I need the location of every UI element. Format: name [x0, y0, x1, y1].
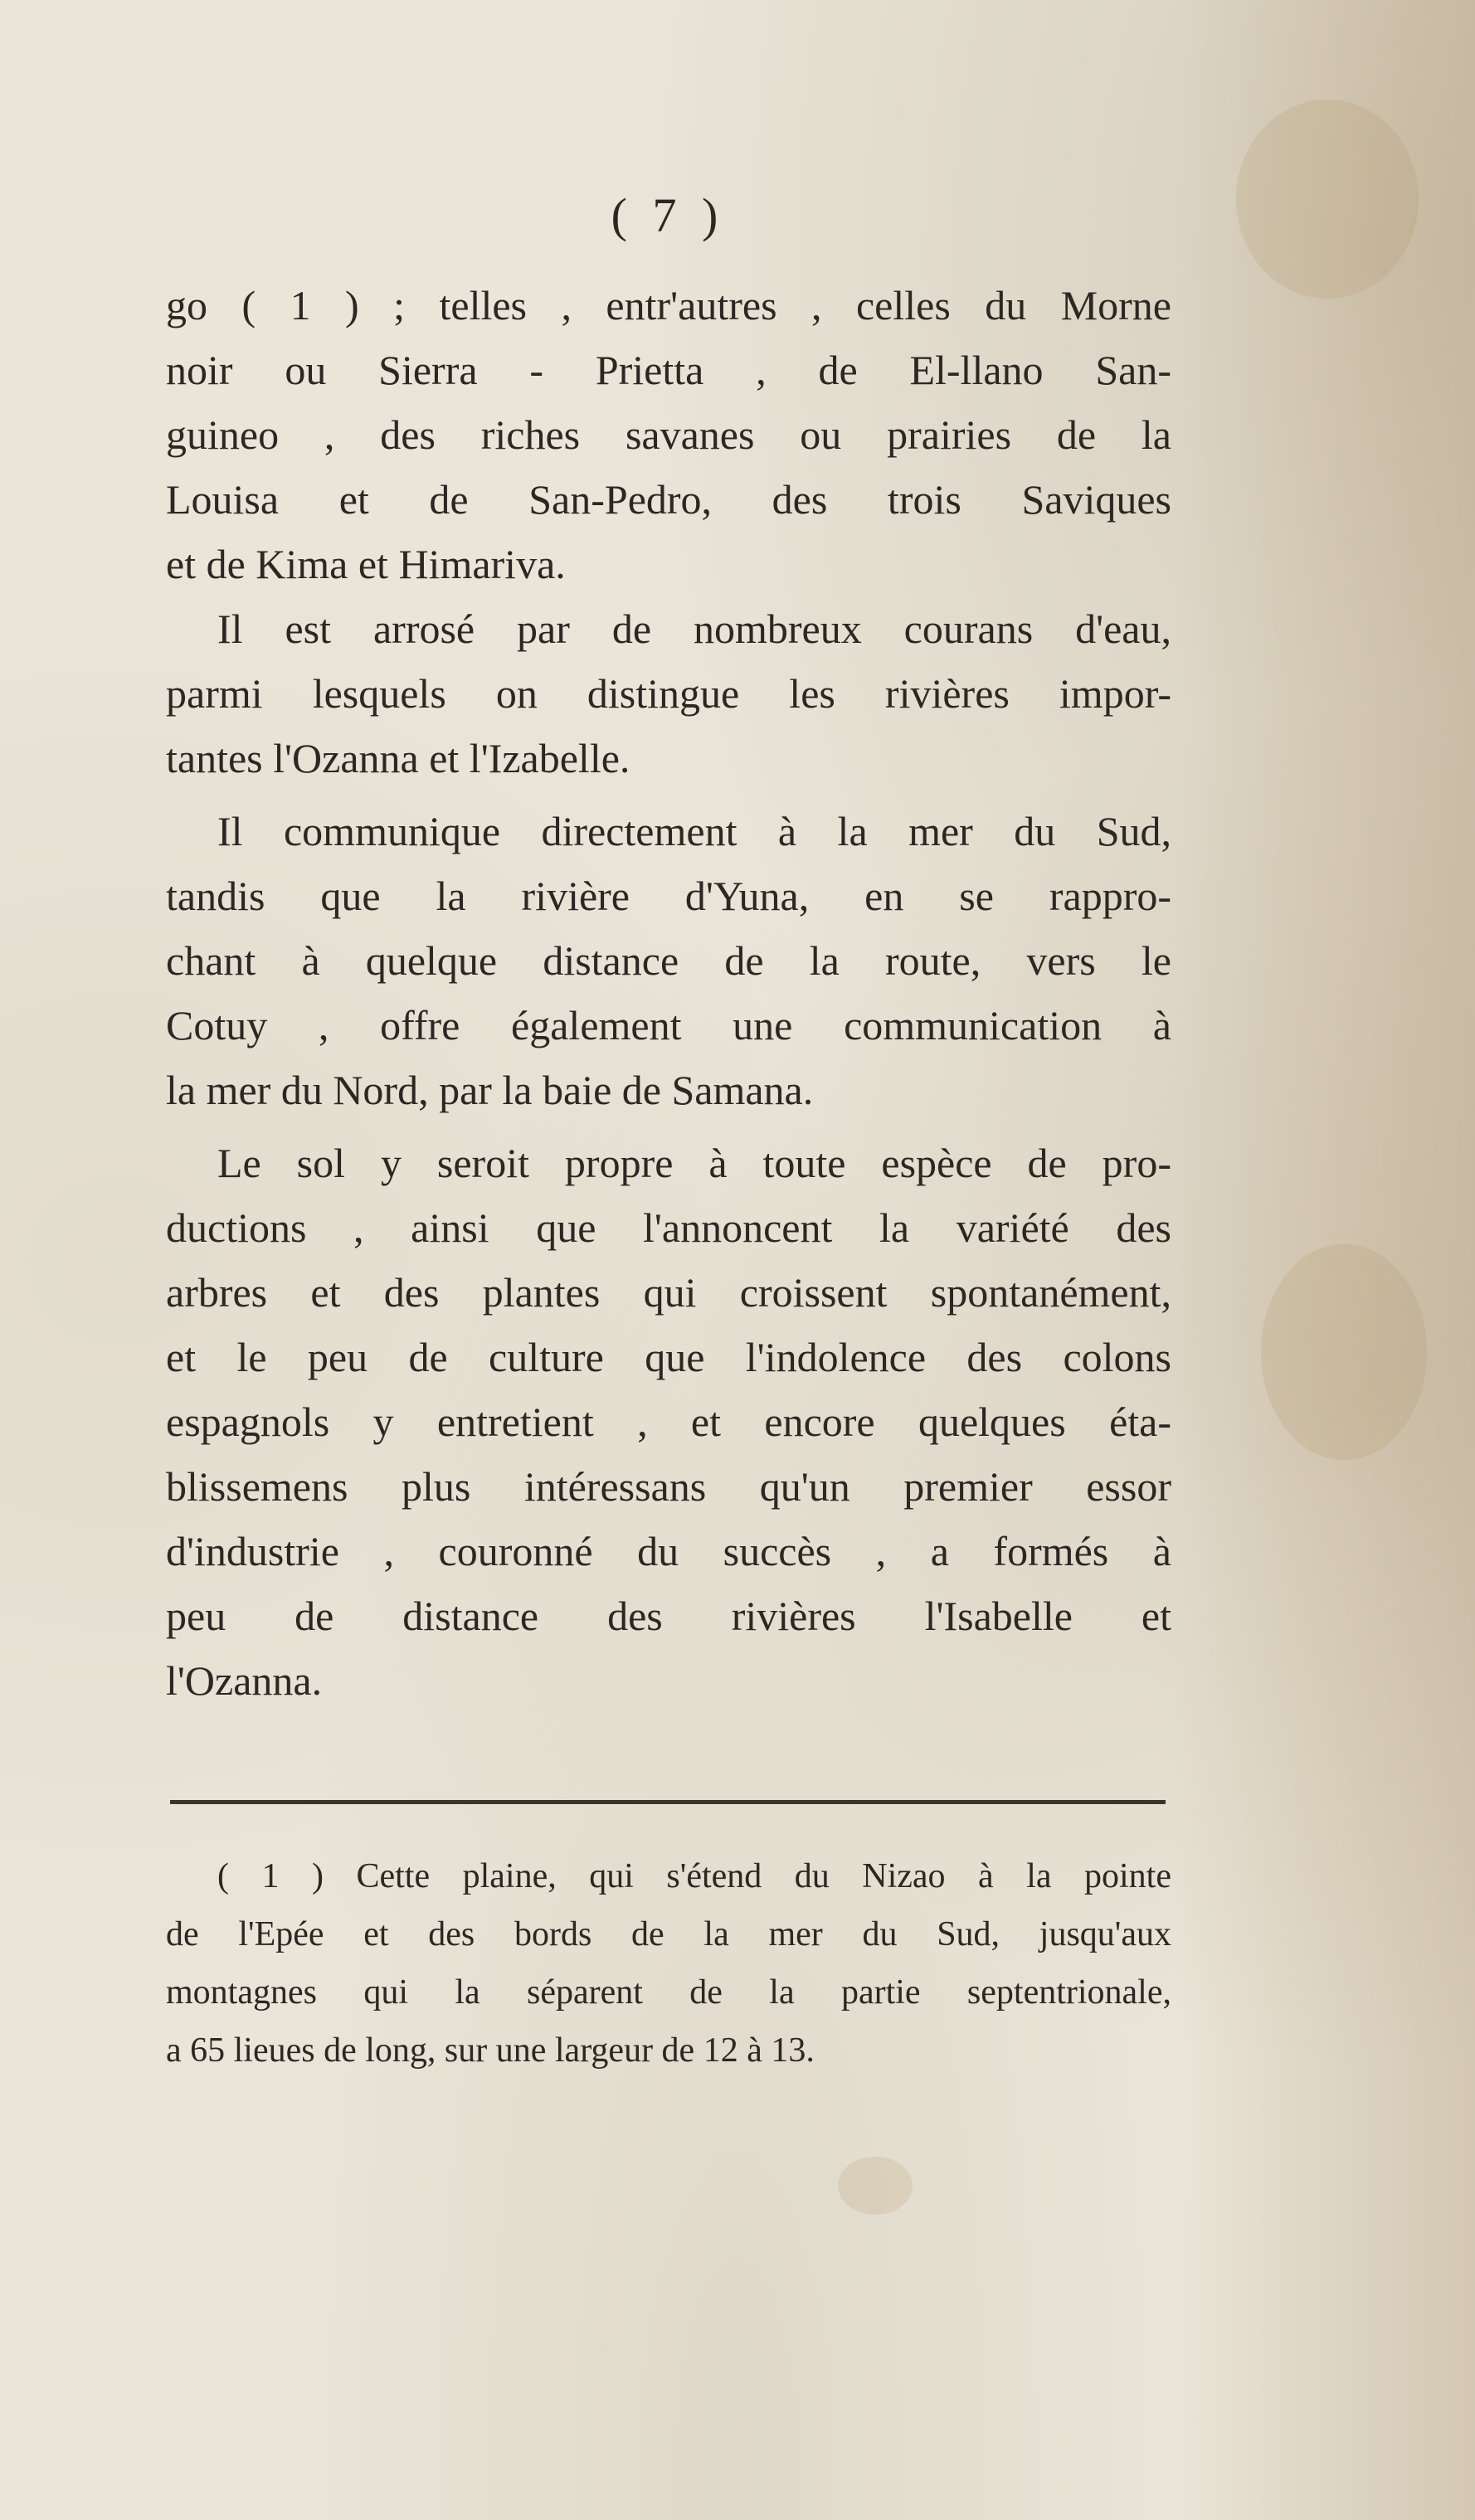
body-line: d'industrie , couronné du succès , a formés à: [166, 1528, 1171, 1574]
stain-spot: [1261, 1244, 1427, 1460]
body-line: la mer du Nord, par la baie de Samana.: [166, 1067, 814, 1113]
body-line: Il est arrosé par de nombreux courans d'eau,: [217, 606, 1171, 652]
body-line: Louisa et de San-Pedro, des trois Saviques: [166, 476, 1171, 523]
footnote-line: de l'Epée et des bords de la mer du Sud, jusqu'aux: [166, 1915, 1171, 1953]
body-line: guineo , des riches savanes ou prairies de la: [166, 411, 1171, 458]
body-line: peu de distance des rivières l'Isabelle et: [166, 1593, 1171, 1639]
stain-spot: [1236, 100, 1419, 299]
footnote-line: a 65 lieues de long, sur une largeur de 12 à 13.: [166, 2031, 815, 2070]
body-line: et le peu de culture que l'indolence des colons: [166, 1334, 1171, 1380]
body-line: Le sol y seroit propre à toute espèce de pro-: [217, 1140, 1171, 1186]
body-line: parmi lesquels on distingue les rivières impor-: [166, 670, 1171, 717]
body-line: Cotuy , offre également une communication à: [166, 1002, 1171, 1048]
body-line: chant à quelque distance de la route, vers le: [166, 937, 1171, 984]
body-line: go ( 1 ) ; telles , entr'autres , celles du Morne: [166, 282, 1171, 328]
body-line: arbres et des plantes qui croissent spontanément,: [166, 1269, 1171, 1316]
footnote-line: ( 1 ) Cette plaine, qui s'étend du Nizao à la pointe: [217, 1857, 1171, 1895]
body-line: tandis que la rivière d'Yuna, en se rappro-: [166, 873, 1171, 919]
footnote-line: montagnes qui la séparent de la partie septentrionale,: [166, 1973, 1171, 2012]
body-line: tantes l'Ozanna et l'Izabelle.: [166, 735, 630, 781]
body-line: et de Kima et Himariva.: [166, 541, 566, 587]
body-line: espagnols y entretient , et encore quelques éta-: [166, 1399, 1171, 1445]
body-line: blissemens plus intéressans qu'un premier essor: [166, 1463, 1171, 1510]
body-line: Il communique directement à la mer du Sud,: [217, 808, 1171, 854]
footnote-rule: [170, 1800, 1166, 1804]
page-number: ( 7 ): [611, 188, 725, 242]
stain-spot: [838, 2157, 913, 2215]
body-line: ductions , ainsi que l'annoncent la variété des: [166, 1204, 1171, 1251]
body-line: l'Ozanna.: [166, 1657, 323, 1704]
body-line: noir ou Sierra - Prietta , de El-llano San-: [166, 347, 1171, 393]
